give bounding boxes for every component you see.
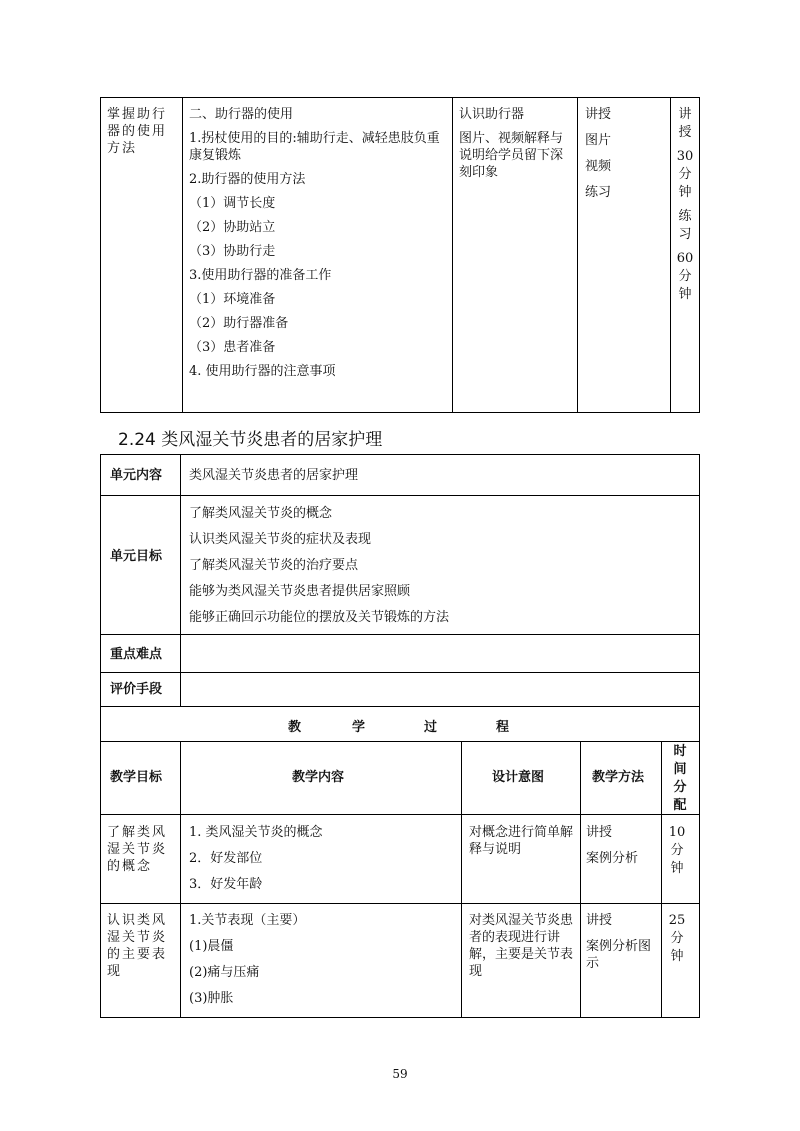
row2-method-line: 案例分析图示: [586, 939, 652, 971]
row1-method-line: 讲授: [586, 825, 613, 840]
row1-method: [586, 824, 658, 867]
content-line: （1）调节长度: [189, 196, 276, 211]
content-line: 二、助行器的使用: [189, 107, 294, 122]
time-char: 钟: [678, 185, 692, 200]
content-line: （1）环境准备: [189, 292, 276, 307]
unit-goal-item: 能够正确回示功能位的摆放及关节锻炼的方法: [189, 610, 450, 625]
content-line: 3.使用助行器的准备工作: [189, 268, 332, 283]
row1-time-char: 10: [668, 825, 686, 840]
header-design: 设计意图: [492, 770, 545, 785]
row2-time-char: 分: [670, 931, 684, 946]
row2-method: [586, 912, 658, 972]
row2-time: [668, 912, 686, 966]
row2-time-char: 钟: [670, 949, 684, 964]
content-line: 2.助行器的使用方法: [189, 172, 306, 187]
unit-goal-item: 认识类风湿关节炎的症状及表现: [189, 532, 372, 547]
content-line: （2）助行器准备: [189, 316, 289, 331]
top-design: [459, 106, 573, 188]
time-char: 60: [676, 251, 694, 266]
header-time-char: 配: [673, 798, 687, 813]
process-title-char: 教: [288, 720, 302, 735]
top-goal: 掌握助行器的使用方法: [107, 107, 168, 156]
row1-time-char: 分: [670, 843, 684, 858]
content-line: （3）患者准备: [189, 340, 276, 355]
unit-goal-item: 了解类风湿关节炎的概念: [189, 506, 333, 521]
row2-goal: 认识类风湿关节炎的主要表现: [107, 913, 168, 979]
process-title-char: 程: [496, 720, 510, 735]
key-points-label: 重点难点: [110, 647, 163, 662]
row2-content-line: (3)肿胀: [189, 991, 234, 1006]
row1-goal: 了解类风湿关节炎的概念: [107, 825, 168, 874]
row1-content: [189, 824, 454, 902]
row1-design: 对概念进行简单解释与说明: [469, 825, 574, 857]
unit-goal-item: 能够为类风湿关节炎患者提供居家照顾: [189, 584, 411, 599]
time-char: 分: [678, 167, 692, 182]
time-char: 习: [678, 227, 692, 242]
row2-content-line: (2)痛与压痛: [189, 965, 260, 980]
page-number: 59: [392, 1067, 408, 1081]
time-char: 30: [676, 149, 694, 164]
header-method: 教学方法: [592, 770, 645, 785]
header-content: 教学内容: [292, 770, 345, 785]
top-time: [676, 106, 694, 304]
row1-time-char: 钟: [670, 861, 684, 876]
top-content: [189, 106, 447, 387]
row2-content-line: (1)晨僵: [189, 939, 234, 954]
unit-content-label: 单元内容: [110, 468, 163, 483]
row1-content-line: 3．好发年龄: [189, 877, 263, 892]
header-time-char: 时: [673, 744, 687, 759]
unit-goal-label: 单元目标: [110, 549, 163, 564]
row1-method-line: 案例分析: [586, 851, 639, 866]
row2-time-char: 25: [668, 913, 686, 928]
row2-content: [189, 912, 454, 1016]
process-title-char: 过: [424, 720, 438, 735]
process-title-char: 学: [352, 720, 366, 735]
time-char: 练: [678, 209, 692, 224]
time-char: 讲: [678, 107, 692, 122]
header-time: [671, 743, 689, 815]
unit-content-value: 类风湿关节炎患者的居家护理: [189, 468, 359, 483]
header-time-char: 间: [673, 762, 687, 777]
header-time-char: 分: [673, 780, 687, 795]
row1-content-line: 2．好发部位: [189, 851, 263, 866]
row1-content-line: 1. 类风湿关节炎的概念: [189, 825, 323, 840]
unit-goals: [189, 505, 689, 635]
method-line: 图片: [585, 133, 612, 148]
content-line: （3）协助行走: [189, 244, 276, 259]
time-char: 授: [678, 125, 692, 140]
evaluation-label: 评价手段: [110, 682, 163, 697]
content-line: （2）协助站立: [189, 220, 276, 235]
row1-time: [668, 824, 686, 878]
content-line: 1.拐杖使用的目的:辅助行走、减轻患肢负重康复锻炼: [189, 131, 440, 163]
top-method: [585, 106, 665, 210]
row2-method-line: 讲授: [586, 913, 613, 928]
content-line: 4. 使用助行器的注意事项: [189, 364, 336, 379]
method-line: 练习: [585, 185, 612, 200]
method-line: 视频: [585, 159, 612, 174]
time-char: 钟: [678, 287, 692, 302]
header-goal: 教学目标: [110, 770, 163, 785]
time-char: 分: [678, 269, 692, 284]
row2-content-line: 1.关节表现（主要）: [189, 913, 306, 928]
row2-design: 对类风湿关节炎患者的表现进行讲解，主要是关节表现: [469, 913, 574, 979]
design-line: 图片、视频解释与说明给学员留下深刻印象: [459, 131, 564, 180]
design-line: 认识助行器: [459, 107, 525, 122]
section-title: 2.24 类风湿关节炎患者的居家护理: [118, 430, 383, 450]
unit-goal-item: 了解类风湿关节炎的治疗要点: [189, 558, 359, 573]
method-line: 讲授: [585, 107, 612, 122]
